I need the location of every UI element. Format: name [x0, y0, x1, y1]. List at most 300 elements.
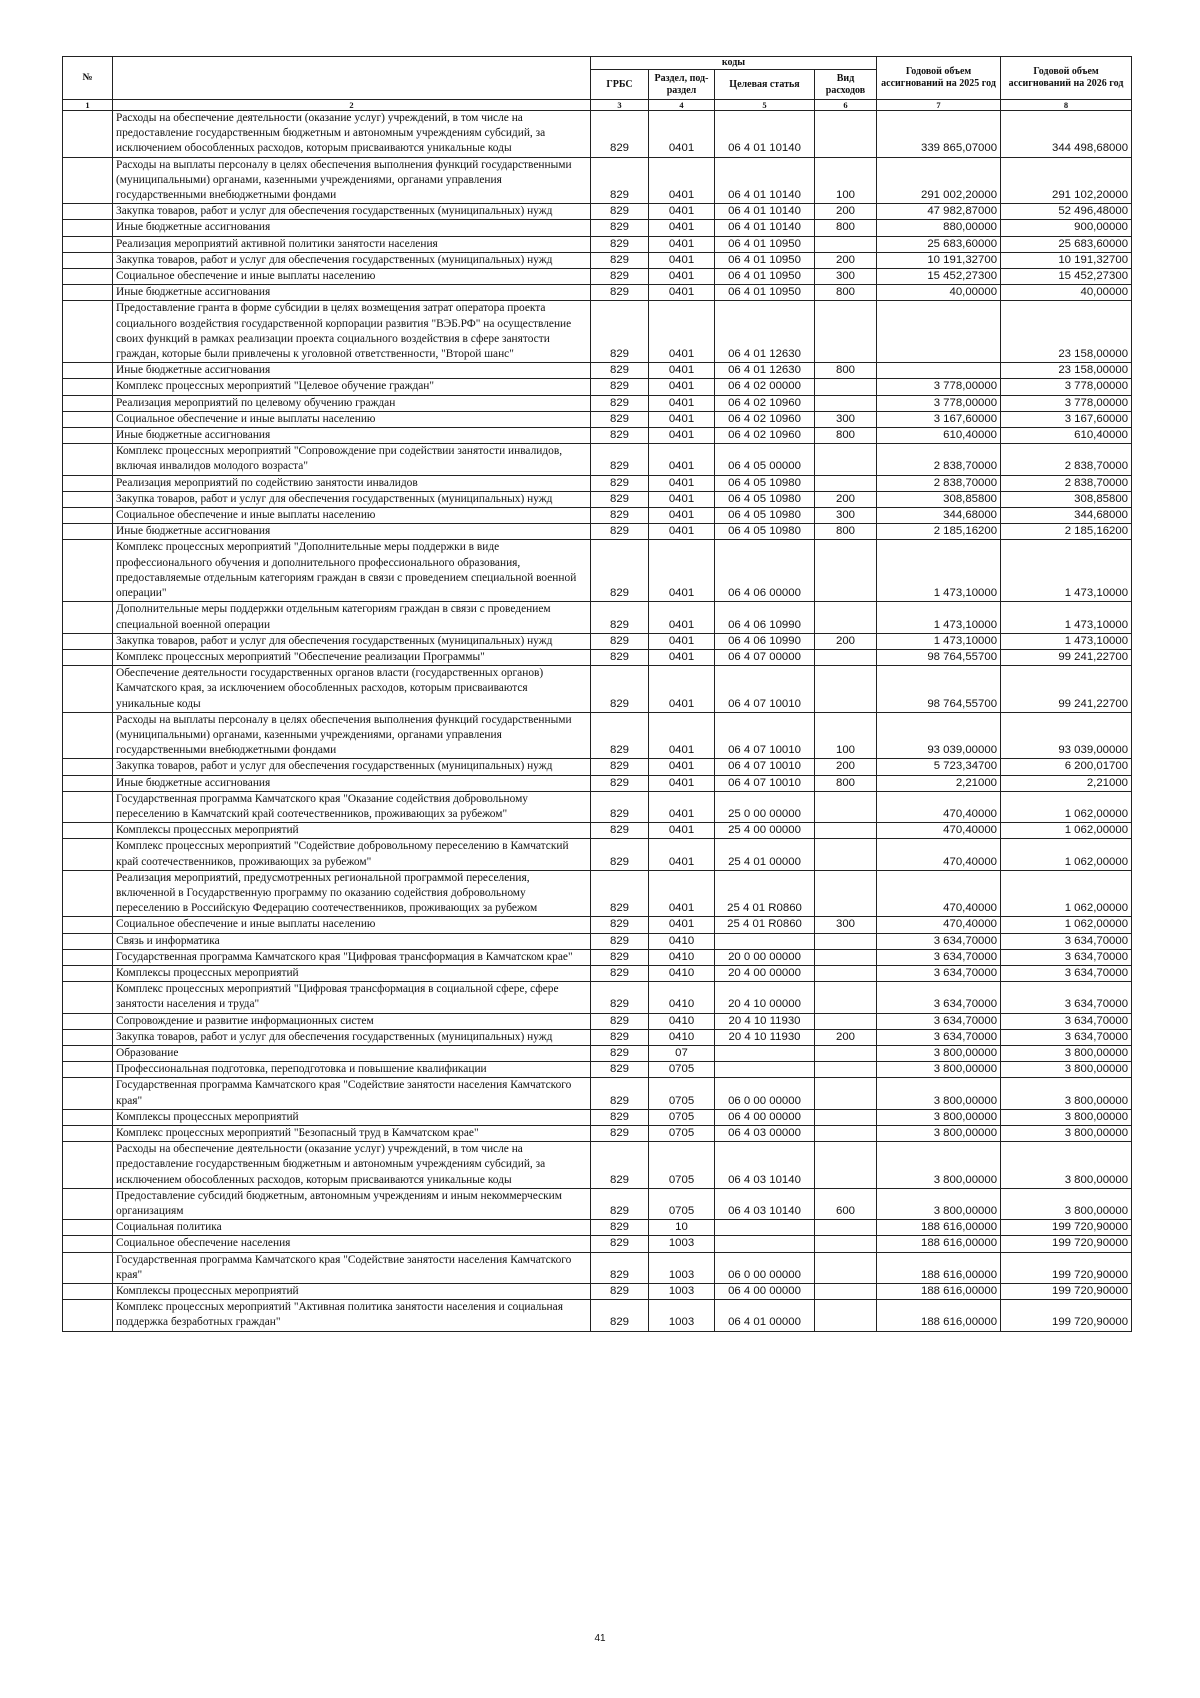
row-razdel-cell: 0705 — [649, 1142, 715, 1189]
row-number-cell — [63, 1109, 113, 1125]
row-number-cell — [63, 965, 113, 981]
row-number-cell — [63, 395, 113, 411]
row-2025-cell: 3 800,00000 — [877, 1188, 1001, 1219]
row-article-cell: 06 4 01 10950 — [715, 285, 815, 301]
row-name-cell: Комплексы процессных мероприятий — [113, 965, 591, 981]
row-razdel-cell: 0410 — [649, 982, 715, 1013]
row-grbs-cell: 829 — [591, 666, 649, 713]
row-name-cell: Государственная программа Камчатского края "Содействие занятости населения Камчатского края" — [113, 1252, 591, 1283]
row-number-cell — [63, 791, 113, 822]
table-row — [63, 428, 1132, 444]
row-grbs-cell: 829 — [591, 917, 649, 933]
row-name-cell: Сопровождение и развитие информационных систем — [113, 1013, 591, 1029]
row-grbs-cell: 829 — [591, 712, 649, 759]
row-number-cell — [63, 949, 113, 965]
row-vid-cell: 300 — [815, 508, 877, 524]
row-number-cell — [63, 823, 113, 839]
row-number-cell — [63, 220, 113, 236]
row-vid-cell: 800 — [815, 428, 877, 444]
row-number-cell — [63, 363, 113, 379]
row-2026-cell: 199 720,90000 — [1001, 1300, 1132, 1331]
row-2026-cell: 344 498,68000 — [1001, 111, 1132, 158]
row-razdel-cell: 0401 — [649, 363, 715, 379]
row-name-cell: Комплекс процессных мероприятий "Активная политика занятости населения и социальная поддержка безработных граждан" — [113, 1300, 591, 1331]
row-2025-cell — [877, 363, 1001, 379]
table-row — [63, 949, 1132, 965]
row-vid-cell: 200 — [815, 633, 877, 649]
row-razdel-cell: 0401 — [649, 252, 715, 268]
row-2025-cell: 3 634,70000 — [877, 1013, 1001, 1029]
table-row — [63, 475, 1132, 491]
row-razdel-cell: 0401 — [649, 633, 715, 649]
row-name-cell: Закупка товаров, работ и услуг для обеспечения государственных (муниципальных) нужд — [113, 491, 591, 507]
row-article-cell: 06 4 00 00000 — [715, 1109, 815, 1125]
colnum-7: 7 — [877, 100, 1001, 111]
row-2026-cell: 99 241,22700 — [1001, 649, 1132, 665]
table-row — [63, 1284, 1132, 1300]
row-vid-cell — [815, 1126, 877, 1142]
row-number-cell — [63, 204, 113, 220]
row-vid-cell — [815, 301, 877, 363]
row-grbs-cell: 829 — [591, 491, 649, 507]
row-vid-cell — [815, 602, 877, 633]
row-article-cell — [715, 1045, 815, 1061]
row-2026-cell: 344,68000 — [1001, 508, 1132, 524]
table-row — [63, 666, 1132, 713]
row-vid-cell — [815, 1045, 877, 1061]
row-grbs-cell: 829 — [591, 1109, 649, 1125]
row-name-cell: Комплекс процессных мероприятий "Целевое обучение граждан" — [113, 379, 591, 395]
row-number-cell — [63, 649, 113, 665]
row-grbs-cell: 829 — [591, 301, 649, 363]
row-grbs-cell: 829 — [591, 1220, 649, 1236]
row-vid-cell — [815, 649, 877, 665]
table-row — [63, 759, 1132, 775]
row-razdel-cell: 0401 — [649, 157, 715, 204]
row-number-cell — [63, 602, 113, 633]
row-vid-cell: 100 — [815, 712, 877, 759]
colnum-6: 6 — [815, 100, 877, 111]
row-2026-cell: 3 800,00000 — [1001, 1142, 1132, 1189]
row-article-cell: 25 4 01 R0860 — [715, 917, 815, 933]
row-2026-cell: 99 241,22700 — [1001, 666, 1132, 713]
row-article-cell: 20 4 10 11930 — [715, 1013, 815, 1029]
table-row — [63, 1045, 1132, 1061]
row-2026-cell: 52 496,48000 — [1001, 204, 1132, 220]
row-name-cell: Комплекс процессных мероприятий "Безопасный труд в Камчатском крае" — [113, 1126, 591, 1142]
row-name-cell: Реализация мероприятий активной политики занятости населения — [113, 236, 591, 252]
row-grbs-cell: 829 — [591, 111, 649, 158]
row-vid-cell — [815, 1109, 877, 1125]
row-number-cell — [63, 475, 113, 491]
row-number-cell — [63, 1188, 113, 1219]
row-vid-cell — [815, 1062, 877, 1078]
row-2026-cell: 308,85800 — [1001, 491, 1132, 507]
row-number-cell — [63, 1142, 113, 1189]
row-article-cell: 06 4 01 10950 — [715, 236, 815, 252]
colnum-8: 8 — [1001, 100, 1132, 111]
table-row — [63, 712, 1132, 759]
row-name-cell: Иные бюджетные ассигнования — [113, 775, 591, 791]
row-article-cell: 06 4 07 00000 — [715, 649, 815, 665]
row-razdel-cell: 07 — [649, 1045, 715, 1061]
row-grbs-cell: 829 — [591, 1062, 649, 1078]
row-grbs-cell: 829 — [591, 1188, 649, 1219]
row-name-cell: Дополнительные меры поддержки отдельным категориям граждан в связи с проведением специальной военной операции — [113, 602, 591, 633]
row-article-cell: 20 4 00 00000 — [715, 965, 815, 981]
row-vid-cell — [815, 1300, 877, 1331]
row-vid-cell — [815, 791, 877, 822]
row-vid-cell: 800 — [815, 775, 877, 791]
row-article-cell — [715, 933, 815, 949]
row-grbs-cell: 829 — [591, 1284, 649, 1300]
col-article-header: Целевая статья — [715, 70, 815, 100]
row-2025-cell: 188 616,00000 — [877, 1284, 1001, 1300]
table-row — [63, 1236, 1132, 1252]
row-razdel-cell: 0401 — [649, 204, 715, 220]
row-grbs-cell: 829 — [591, 823, 649, 839]
colnum-5: 5 — [715, 100, 815, 111]
row-2025-cell: 40,00000 — [877, 285, 1001, 301]
row-number-cell — [63, 1126, 113, 1142]
row-2026-cell: 3 800,00000 — [1001, 1078, 1132, 1109]
row-number-cell — [63, 269, 113, 285]
row-razdel-cell: 1003 — [649, 1284, 715, 1300]
table-row — [63, 1013, 1132, 1029]
row-name-cell: Закупка товаров, работ и услуг для обеспечения государственных (муниципальных) нужд — [113, 1029, 591, 1045]
row-number-cell — [63, 1252, 113, 1283]
row-number-cell — [63, 1284, 113, 1300]
row-2025-cell: 3 800,00000 — [877, 1126, 1001, 1142]
row-2025-cell: 188 616,00000 — [877, 1300, 1001, 1331]
table-row — [63, 269, 1132, 285]
row-2025-cell: 3 634,70000 — [877, 982, 1001, 1013]
row-article-cell: 25 0 00 00000 — [715, 791, 815, 822]
row-2026-cell: 3 800,00000 — [1001, 1188, 1132, 1219]
row-name-cell: Иные бюджетные ассигнования — [113, 524, 591, 540]
row-number-cell — [63, 111, 113, 158]
col-num-header: № — [63, 57, 113, 100]
table-row — [63, 633, 1132, 649]
row-2025-cell: 308,85800 — [877, 491, 1001, 507]
row-number-cell — [63, 933, 113, 949]
row-grbs-cell: 829 — [591, 475, 649, 491]
row-name-cell: Иные бюджетные ассигнования — [113, 285, 591, 301]
row-2026-cell: 1 473,10000 — [1001, 633, 1132, 649]
row-name-cell: Обеспечение деятельности государственных органов власти (государственных органов) Камчатского края, за исключением обособленных расходов, которым присваиваются уникальные коды — [113, 666, 591, 713]
row-razdel-cell: 0401 — [649, 540, 715, 602]
row-grbs-cell: 829 — [591, 508, 649, 524]
row-razdel-cell: 0401 — [649, 870, 715, 917]
row-razdel-cell: 0705 — [649, 1062, 715, 1078]
row-article-cell: 06 4 01 10140 — [715, 204, 815, 220]
table-row — [63, 823, 1132, 839]
row-number-cell — [63, 379, 113, 395]
row-2026-cell: 3 167,60000 — [1001, 411, 1132, 427]
row-number-cell — [63, 1062, 113, 1078]
row-article-cell — [715, 1220, 815, 1236]
row-grbs-cell: 829 — [591, 1252, 649, 1283]
row-name-cell: Реализация мероприятий по содействию занятости инвалидов — [113, 475, 591, 491]
row-2026-cell: 23 158,00000 — [1001, 363, 1132, 379]
row-razdel-cell: 0401 — [649, 491, 715, 507]
row-vid-cell — [815, 933, 877, 949]
table-row — [63, 411, 1132, 427]
row-2026-cell: 3 778,00000 — [1001, 379, 1132, 395]
row-vid-cell: 200 — [815, 252, 877, 268]
table-row — [63, 602, 1132, 633]
row-grbs-cell: 829 — [591, 949, 649, 965]
table-row — [63, 933, 1132, 949]
row-2025-cell: 470,40000 — [877, 791, 1001, 822]
row-2026-cell: 2 185,16200 — [1001, 524, 1132, 540]
row-grbs-cell: 829 — [591, 524, 649, 540]
row-article-cell: 06 4 01 12630 — [715, 363, 815, 379]
row-razdel-cell: 0401 — [649, 712, 715, 759]
row-number-cell — [63, 1029, 113, 1045]
row-2025-cell: 47 982,87000 — [877, 204, 1001, 220]
row-2025-cell: 93 039,00000 — [877, 712, 1001, 759]
row-2025-cell: 291 002,20000 — [877, 157, 1001, 204]
row-number-cell — [63, 982, 113, 1013]
row-2026-cell: 3 634,70000 — [1001, 1013, 1132, 1029]
row-article-cell: 25 4 01 00000 — [715, 839, 815, 870]
row-name-cell: Государственная программа Камчатского края "Содействие занятости населения Камчатского края" — [113, 1078, 591, 1109]
table-header — [63, 57, 1132, 111]
row-vid-cell: 200 — [815, 1029, 877, 1045]
row-vid-cell — [815, 1236, 877, 1252]
row-2025-cell: 1 473,10000 — [877, 602, 1001, 633]
row-number-cell — [63, 491, 113, 507]
row-name-cell: Расходы на выплаты персоналу в целях обеспечения выполнения функций государственными (муниципальными) органами, казенными учреждениями, органами управления государственными внебюджетными фондами — [113, 712, 591, 759]
row-grbs-cell: 829 — [591, 285, 649, 301]
row-vid-cell — [815, 839, 877, 870]
table-row — [63, 1109, 1132, 1125]
row-2026-cell: 10 191,32700 — [1001, 252, 1132, 268]
row-razdel-cell: 0401 — [649, 917, 715, 933]
row-number-cell — [63, 444, 113, 475]
row-number-cell — [63, 157, 113, 204]
row-name-cell: Социальное обеспечение и иные выплаты населению — [113, 917, 591, 933]
row-razdel-cell: 0410 — [649, 933, 715, 949]
table-row — [63, 444, 1132, 475]
row-number-cell — [63, 870, 113, 917]
row-grbs-cell: 829 — [591, 1142, 649, 1189]
row-article-cell: 06 0 00 00000 — [715, 1078, 815, 1109]
row-name-cell: Образование — [113, 1045, 591, 1061]
row-2025-cell: 3 778,00000 — [877, 379, 1001, 395]
row-article-cell: 06 4 06 10990 — [715, 602, 815, 633]
row-grbs-cell: 829 — [591, 602, 649, 633]
row-grbs-cell: 829 — [591, 252, 649, 268]
row-grbs-cell: 829 — [591, 269, 649, 285]
row-number-cell — [63, 1045, 113, 1061]
table-row — [63, 1188, 1132, 1219]
row-article-cell: 06 0 00 00000 — [715, 1252, 815, 1283]
row-name-cell: Иные бюджетные ассигнования — [113, 363, 591, 379]
row-2026-cell: 93 039,00000 — [1001, 712, 1132, 759]
row-grbs-cell: 829 — [591, 444, 649, 475]
table-row — [63, 839, 1132, 870]
row-article-cell — [715, 1236, 815, 1252]
row-article-cell: 06 4 02 10960 — [715, 428, 815, 444]
codes-header: коды — [591, 57, 877, 70]
row-razdel-cell: 0401 — [649, 839, 715, 870]
row-grbs-cell: 829 — [591, 1236, 649, 1252]
row-2025-cell: 188 616,00000 — [877, 1252, 1001, 1283]
row-2026-cell: 15 452,27300 — [1001, 269, 1132, 285]
row-article-cell: 20 0 00 00000 — [715, 949, 815, 965]
col-name-header — [113, 57, 591, 100]
row-2025-cell — [877, 301, 1001, 363]
table-row — [63, 111, 1132, 158]
row-number-cell — [63, 839, 113, 870]
row-2025-cell: 470,40000 — [877, 870, 1001, 917]
row-vid-cell: 100 — [815, 157, 877, 204]
row-grbs-cell: 829 — [591, 428, 649, 444]
row-razdel-cell: 0401 — [649, 379, 715, 395]
table-row — [63, 524, 1132, 540]
table-body — [63, 111, 1132, 1332]
row-2025-cell: 470,40000 — [877, 839, 1001, 870]
row-vid-cell: 800 — [815, 285, 877, 301]
row-razdel-cell: 0401 — [649, 411, 715, 427]
row-razdel-cell: 0401 — [649, 791, 715, 822]
row-2025-cell: 3 634,70000 — [877, 965, 1001, 981]
row-razdel-cell: 0401 — [649, 508, 715, 524]
row-2026-cell: 1 062,00000 — [1001, 791, 1132, 822]
row-vid-cell — [815, 1013, 877, 1029]
row-razdel-cell: 1003 — [649, 1300, 715, 1331]
row-article-cell: 06 4 03 10140 — [715, 1188, 815, 1219]
row-grbs-cell: 829 — [591, 236, 649, 252]
row-2026-cell: 199 720,90000 — [1001, 1236, 1132, 1252]
row-razdel-cell: 1003 — [649, 1252, 715, 1283]
row-2026-cell: 2 838,70000 — [1001, 475, 1132, 491]
row-article-cell: 20 4 10 11930 — [715, 1029, 815, 1045]
row-razdel-cell: 1003 — [649, 1236, 715, 1252]
row-article-cell: 06 4 03 00000 — [715, 1126, 815, 1142]
row-razdel-cell: 0401 — [649, 524, 715, 540]
row-vid-cell: 200 — [815, 204, 877, 220]
colnum-1: 1 — [63, 100, 113, 111]
row-2026-cell: 1 062,00000 — [1001, 823, 1132, 839]
row-name-cell: Социальное обеспечение и иные выплаты населению — [113, 411, 591, 427]
row-2026-cell: 3 800,00000 — [1001, 1045, 1132, 1061]
row-article-cell: 06 4 07 10010 — [715, 666, 815, 713]
table-row — [63, 379, 1132, 395]
row-grbs-cell: 829 — [591, 157, 649, 204]
row-2025-cell: 3 800,00000 — [877, 1109, 1001, 1125]
row-grbs-cell: 829 — [591, 1045, 649, 1061]
row-2025-cell: 5 723,34700 — [877, 759, 1001, 775]
row-number-cell — [63, 1078, 113, 1109]
row-2025-cell: 2 838,70000 — [877, 444, 1001, 475]
row-razdel-cell: 0401 — [649, 666, 715, 713]
row-name-cell: Государственная программа Камчатского края "Оказание содействия добровольному переселению в Камчатский край соотечественников, проживающих за рубежом" — [113, 791, 591, 822]
row-vid-cell: 200 — [815, 491, 877, 507]
col-2026-header: Годовой объем ассигнований на 2026 год — [1001, 57, 1132, 100]
row-vid-cell — [815, 475, 877, 491]
row-razdel-cell: 0410 — [649, 1013, 715, 1029]
row-grbs-cell: 829 — [591, 759, 649, 775]
row-2026-cell: 2 838,70000 — [1001, 444, 1132, 475]
col-vid-header: Вид расходов — [815, 70, 877, 100]
row-2025-cell: 188 616,00000 — [877, 1236, 1001, 1252]
row-number-cell — [63, 236, 113, 252]
row-razdel-cell: 0401 — [649, 220, 715, 236]
row-razdel-cell: 0401 — [649, 759, 715, 775]
row-razdel-cell: 0401 — [649, 602, 715, 633]
row-grbs-cell: 829 — [591, 791, 649, 822]
row-grbs-cell: 829 — [591, 870, 649, 917]
row-vid-cell — [815, 1078, 877, 1109]
row-number-cell — [63, 508, 113, 524]
row-name-cell: Социальное обеспечение и иные выплаты населению — [113, 269, 591, 285]
row-2025-cell: 98 764,55700 — [877, 649, 1001, 665]
row-2025-cell: 880,00000 — [877, 220, 1001, 236]
row-2026-cell: 3 634,70000 — [1001, 982, 1132, 1013]
row-2025-cell: 3 800,00000 — [877, 1045, 1001, 1061]
row-name-cell: Предоставление субсидий бюджетным, автономным учреждениям и иным некоммерческим организациям — [113, 1188, 591, 1219]
row-2025-cell: 25 683,60000 — [877, 236, 1001, 252]
row-2026-cell: 3 800,00000 — [1001, 1126, 1132, 1142]
row-vid-cell — [815, 1252, 877, 1283]
colnum-3: 3 — [591, 100, 649, 111]
page-number: 41 — [594, 1633, 606, 1644]
row-article-cell: 06 4 01 10950 — [715, 252, 815, 268]
row-name-cell: Расходы на выплаты персоналу в целях обеспечения выполнения функций государственными (муниципальными) органами, казенными учреждениями, органами управления государственными внебюджетными фондами — [113, 157, 591, 204]
row-2025-cell: 339 865,07000 — [877, 111, 1001, 158]
row-name-cell: Реализация мероприятий, предусмотренных региональной программой переселения, включенной в Государственную программу по оказанию содействия добровольному переселению в Российскую Федерацию соотечественников, проживающих за рубежом — [113, 870, 591, 917]
row-grbs-cell: 829 — [591, 220, 649, 236]
row-name-cell: Комплексы процессных мероприятий — [113, 1109, 591, 1125]
row-vid-cell: 300 — [815, 917, 877, 933]
row-name-cell: Иные бюджетные ассигнования — [113, 220, 591, 236]
row-2025-cell: 2 838,70000 — [877, 475, 1001, 491]
row-razdel-cell: 0401 — [649, 285, 715, 301]
row-name-cell: Связь и информатика — [113, 933, 591, 949]
row-2025-cell: 15 452,27300 — [877, 269, 1001, 285]
row-razdel-cell: 0705 — [649, 1109, 715, 1125]
table-row — [63, 491, 1132, 507]
row-vid-cell: 800 — [815, 220, 877, 236]
row-article-cell: 06 4 01 10140 — [715, 220, 815, 236]
row-article-cell: 06 4 05 10980 — [715, 524, 815, 540]
row-2026-cell: 6 200,01700 — [1001, 759, 1132, 775]
row-name-cell: Комплекс процессных мероприятий "Сопровождение при содействии занятости инвалидов, включая инвалидов молодого возраста" — [113, 444, 591, 475]
row-number-cell — [63, 917, 113, 933]
col-grbs-header: ГРБС — [591, 70, 649, 100]
row-vid-cell: 300 — [815, 269, 877, 285]
row-grbs-cell: 829 — [591, 395, 649, 411]
table-row — [63, 252, 1132, 268]
row-grbs-cell: 829 — [591, 633, 649, 649]
row-grbs-cell: 829 — [591, 540, 649, 602]
row-article-cell — [715, 1062, 815, 1078]
row-2026-cell: 3 634,70000 — [1001, 1029, 1132, 1045]
row-2025-cell: 98 764,55700 — [877, 666, 1001, 713]
row-grbs-cell: 829 — [591, 379, 649, 395]
row-vid-cell — [815, 823, 877, 839]
row-number-cell — [63, 428, 113, 444]
row-2025-cell: 188 616,00000 — [877, 1220, 1001, 1236]
row-number-cell — [63, 712, 113, 759]
row-article-cell: 06 4 05 10980 — [715, 475, 815, 491]
table-row — [63, 157, 1132, 204]
row-2026-cell: 1 473,10000 — [1001, 540, 1132, 602]
table-row — [63, 1220, 1132, 1236]
